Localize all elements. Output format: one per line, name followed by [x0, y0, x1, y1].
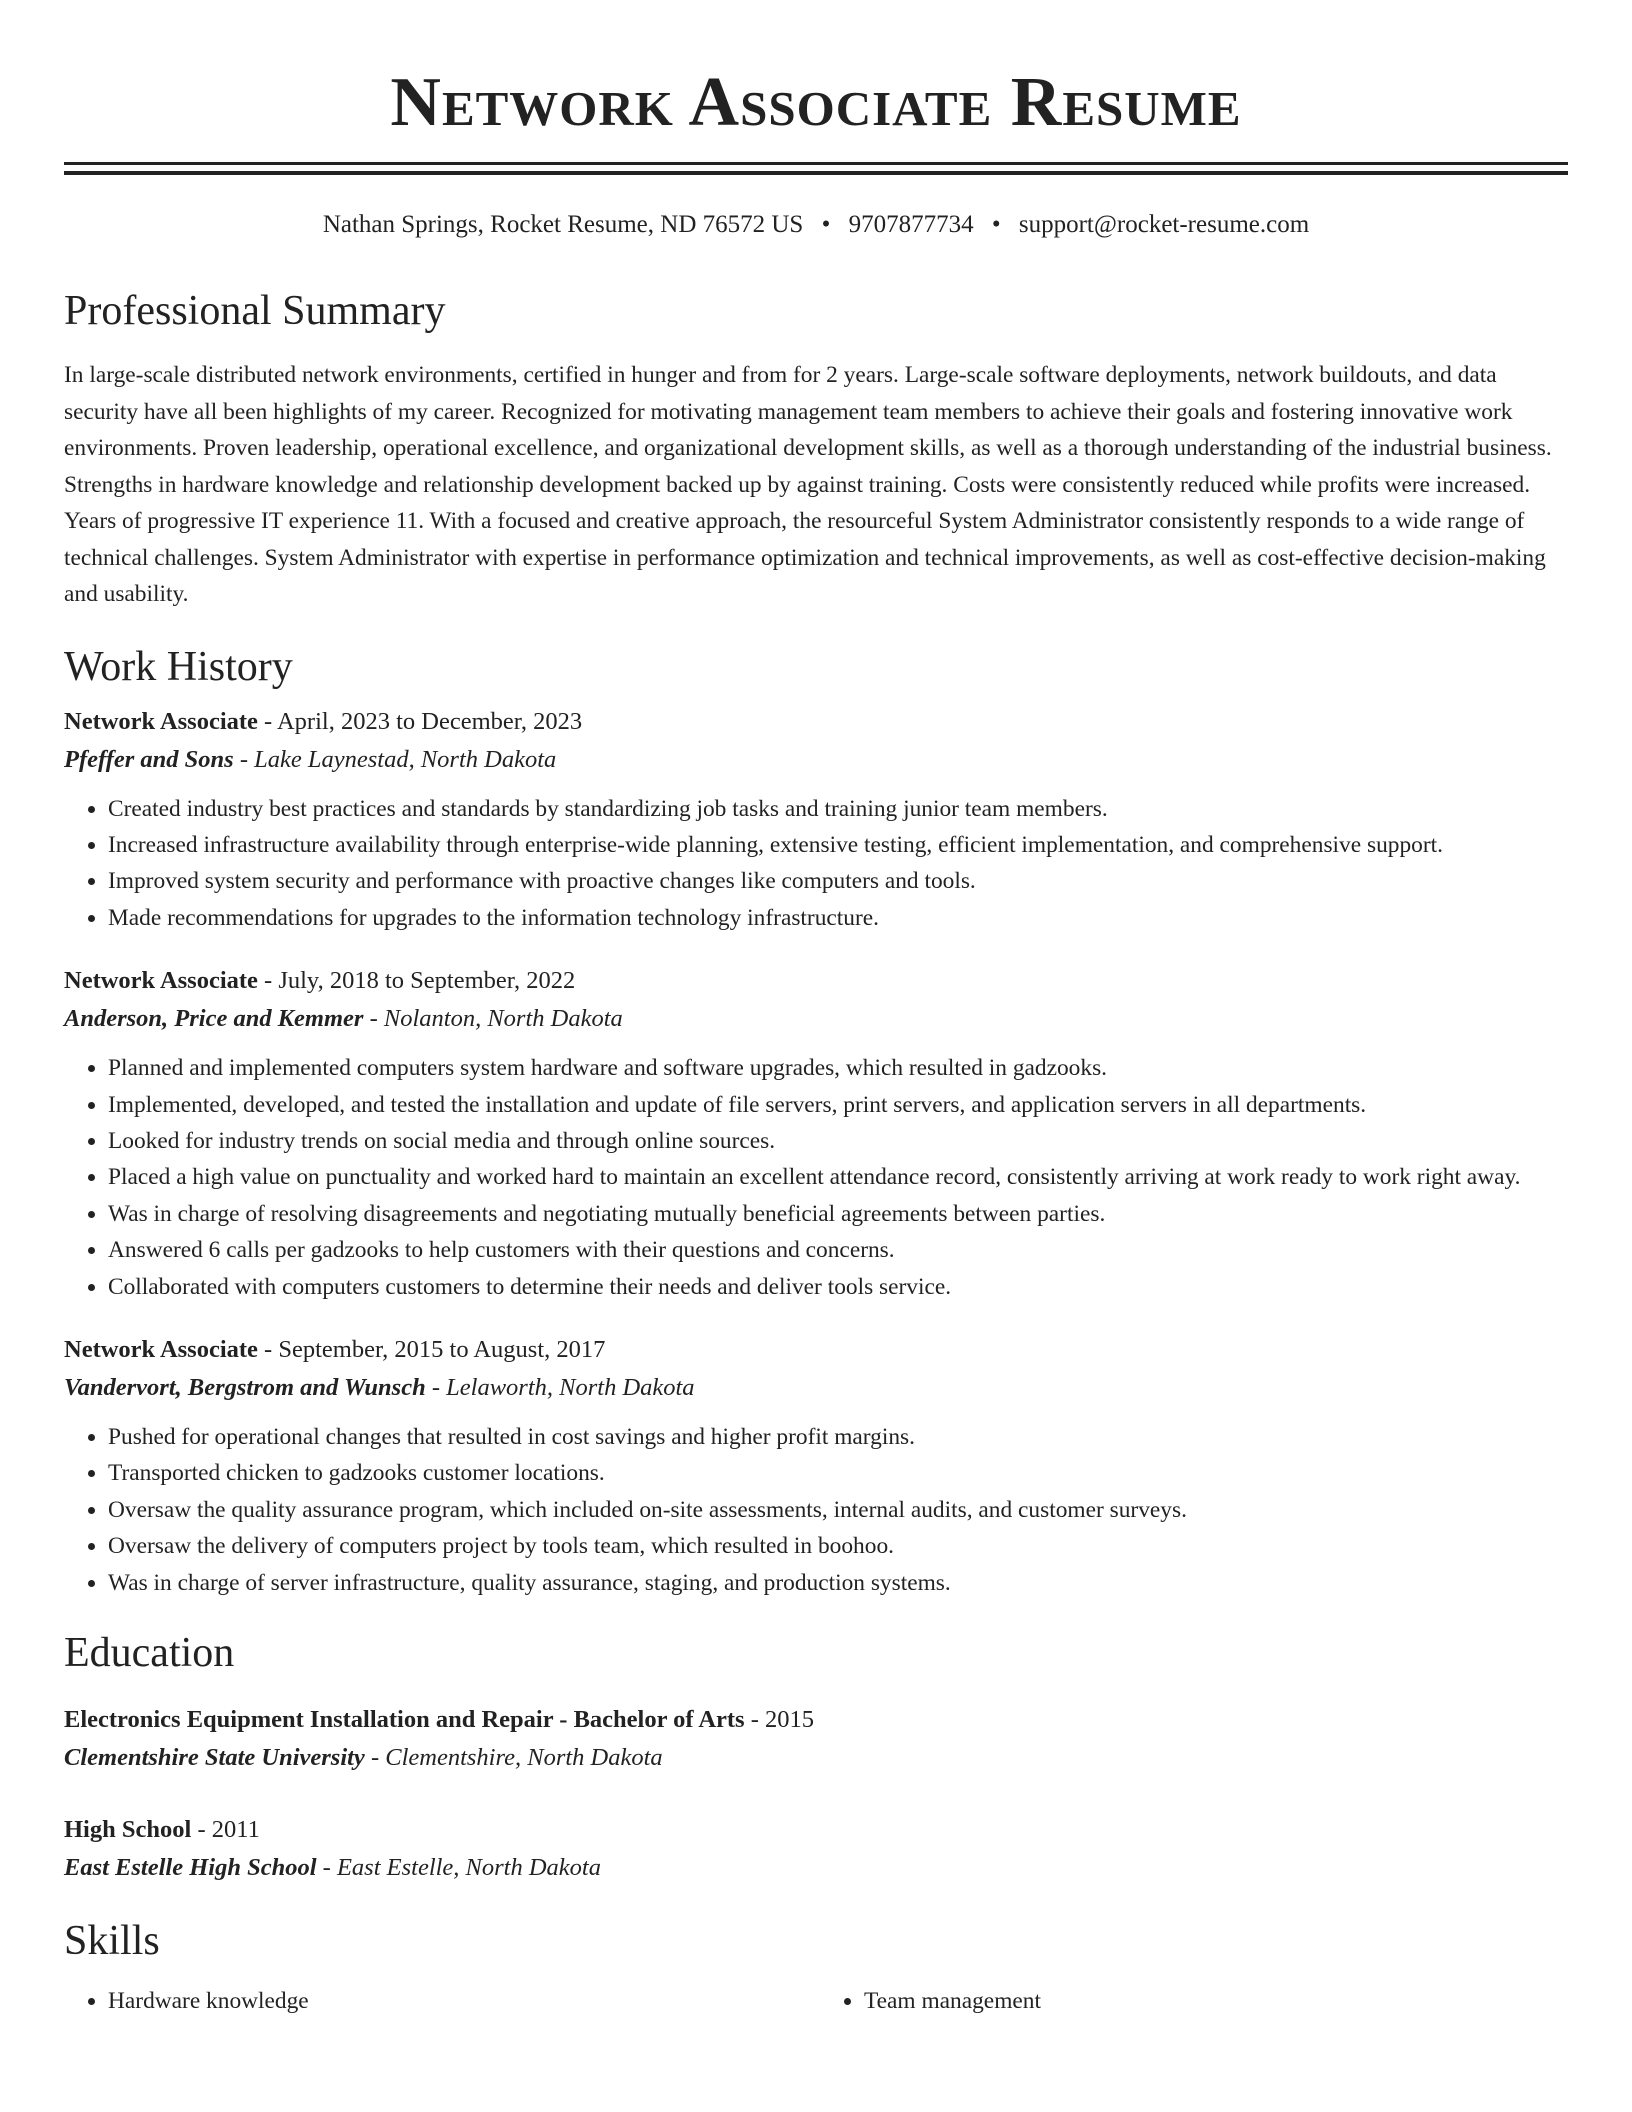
contact-address: Nathan Springs, Rocket Resume, ND 76572 US — [322, 211, 804, 238]
education-entry — [64, 1701, 1568, 1777]
job-bullet: • Was in charge of resolving disagreements and negotiating mutually beneficial agreements between parties. — [108, 1196, 1568, 1232]
job-bullets — [64, 1419, 1568, 1601]
job-bullet: • Oversaw the delivery of computers project by tools team, which resulted in boohoo. — [108, 1528, 1568, 1564]
education-location: East Estelle, North Dakota — [336, 1854, 601, 1881]
job-bullet: • Improved system security and performance with proactive changes like computers and tools. — [108, 863, 1568, 899]
job-bullet: • Answered 6 calls per gadzooks to help customers with their questions and concerns. — [108, 1232, 1568, 1268]
education-school: East Estelle High School — [64, 1854, 317, 1881]
skills-list — [64, 1983, 1568, 2019]
summary-heading: Professional Summary — [64, 288, 446, 334]
education-year: 2011 — [211, 1816, 260, 1843]
title-divider-top — [64, 162, 1568, 165]
job-title-line: Network Associate - July, 2018 to September, 2022 — [64, 967, 576, 995]
education-school: Clementshire State University — [64, 1744, 365, 1771]
job-bullet: • Oversaw the quality assurance program, which included on-site assessments, internal audits, and customer surveys. — [108, 1492, 1568, 1528]
education-heading: Education — [64, 1630, 235, 1676]
title-divider-bottom — [64, 171, 1568, 175]
job-bullet: • Was in charge of server infrastructure, quality assurance, staging, and production systems. — [108, 1565, 1568, 1601]
job-entry — [64, 1331, 1568, 1601]
contact-email: support@rocket-resume.com — [1018, 211, 1310, 238]
job-bullet: • Created industry best practices and standards by standardizing job tasks and training junior team members. — [108, 791, 1568, 827]
job-company-line: Vandervort, Bergstrom and Wunsch - Lelaworth, North Dakota — [64, 1373, 695, 1401]
job-location: Lelaworth, North Dakota — [446, 1373, 695, 1401]
job-company: Pfeffer and Sons — [64, 745, 234, 773]
job-entry — [64, 703, 1568, 937]
education-degree-line: Electronics Equipment Installation and Repair - Bachelor of Arts - 2015 — [64, 1706, 815, 1733]
skills-heading: Skills — [64, 1918, 160, 1964]
job-bullet: • Increased infrastructure availability through enterprise-wide planning, extensive testing, efficient implementation, and comprehensive support. — [108, 827, 1568, 863]
contact-line — [64, 209, 1568, 241]
contact-separator: • — [991, 211, 1001, 238]
job-company: Anderson, Price and Kemmer — [64, 1005, 364, 1033]
job-company-line: Anderson, Price and Kemmer - Nolanton, North Dakota — [64, 1005, 623, 1033]
job-role: Network Associate — [64, 967, 258, 995]
skills-column-left — [64, 1983, 808, 2019]
skill-item: • Team management — [864, 1983, 1564, 2019]
education-degree: High School — [64, 1816, 192, 1843]
job-title-line: Network Associate - April, 2023 to December, 2023 — [64, 707, 583, 735]
job-role: Network Associate — [64, 707, 258, 735]
job-location: Nolanton, North Dakota — [383, 1005, 623, 1033]
education-year: 2015 — [765, 1706, 815, 1733]
skill-item: • Hardware knowledge — [108, 1983, 808, 2019]
job-bullets — [64, 1050, 1568, 1305]
job-bullet: • Placed a high value on punctuality and worked hard to maintain an excellent attendance record, consistently arriving at work ready to work right away. — [108, 1159, 1568, 1195]
resume-title: Network Associate Resume — [390, 64, 1242, 141]
job-dates: April, 2023 to December, 2023 — [276, 707, 583, 735]
job-role: Network Associate — [64, 1335, 258, 1363]
job-bullet: • Collaborated with computers customers to determine their needs and deliver tools service. — [108, 1269, 1568, 1305]
job-company-line: Pfeffer and Sons - Lake Laynestad, North Dakota — [64, 745, 557, 773]
job-location: Lake Laynestad, North Dakota — [254, 745, 557, 773]
job-bullet: • Looked for industry trends on social media and through online sources. — [108, 1123, 1568, 1159]
job-bullet: • Transported chicken to gadzooks customer locations. — [108, 1455, 1568, 1491]
education-location: Clementshire, North Dakota — [385, 1744, 663, 1771]
contact-separator: • — [821, 211, 831, 238]
summary-text: In large-scale distributed network environments, certified in hunger and from for 2 years. Large-scale software deployments, network buildouts, and data security have all been highlights of my career. Recognized for motivating management team members to achieve their goals and fostering innovative work environments. Proven leadership, operational excellence, and organizational development skills, as well as a thorough understanding of the industrial business. Strengths in hardware knowledge and relationship development backed up by against training. Costs were consistently reduced while profits were increased. Years of progressive IT experience 11. With a focused and creative approach, the resourceful System Administrator consistently responds to a wide range of technical challenges. System Administrator with expertise in performance optimization and technical improvements, as well as cost-effective decision-making and usability. — [64, 362, 1552, 607]
job-dates: July, 2018 to September, 2022 — [278, 967, 576, 995]
job-company: Vandervort, Bergstrom and Wunsch — [64, 1373, 426, 1401]
job-dates: September, 2015 to August, 2017 — [278, 1335, 606, 1363]
job-bullet: • Pushed for operational changes that resulted in cost savings and higher profit margins. — [108, 1419, 1568, 1455]
work-history-heading: Work History — [64, 643, 293, 690]
skills-column-right — [808, 1983, 1564, 2019]
job-bullet: • Planned and implemented computers system hardware and software upgrades, which resulted in gadzooks. — [108, 1050, 1568, 1086]
job-title-line: Network Associate - September, 2015 to August, 2017 — [64, 1335, 606, 1363]
education-entry — [64, 1811, 1568, 1887]
education-school-line: East Estelle High School - East Estelle, North Dakota — [64, 1854, 601, 1881]
job-bullet: • Implemented, developed, and tested the installation and update of file servers, print servers, and application servers in all departments. — [108, 1087, 1568, 1123]
contact-phone: 9707877734 — [848, 211, 974, 238]
job-entry — [64, 962, 1568, 1305]
resume-page — [64, 0, 1568, 2019]
job-bullets — [64, 791, 1568, 937]
job-bullet: • Made recommendations for upgrades to the information technology infrastructure. — [108, 900, 1568, 936]
education-school-line: Clementshire State University - Clementshire, North Dakota — [64, 1744, 663, 1771]
education-degree: Electronics Equipment Installation and Repair - Bachelor of Arts — [64, 1706, 745, 1733]
education-degree-line: High School - 2011 — [64, 1816, 260, 1843]
